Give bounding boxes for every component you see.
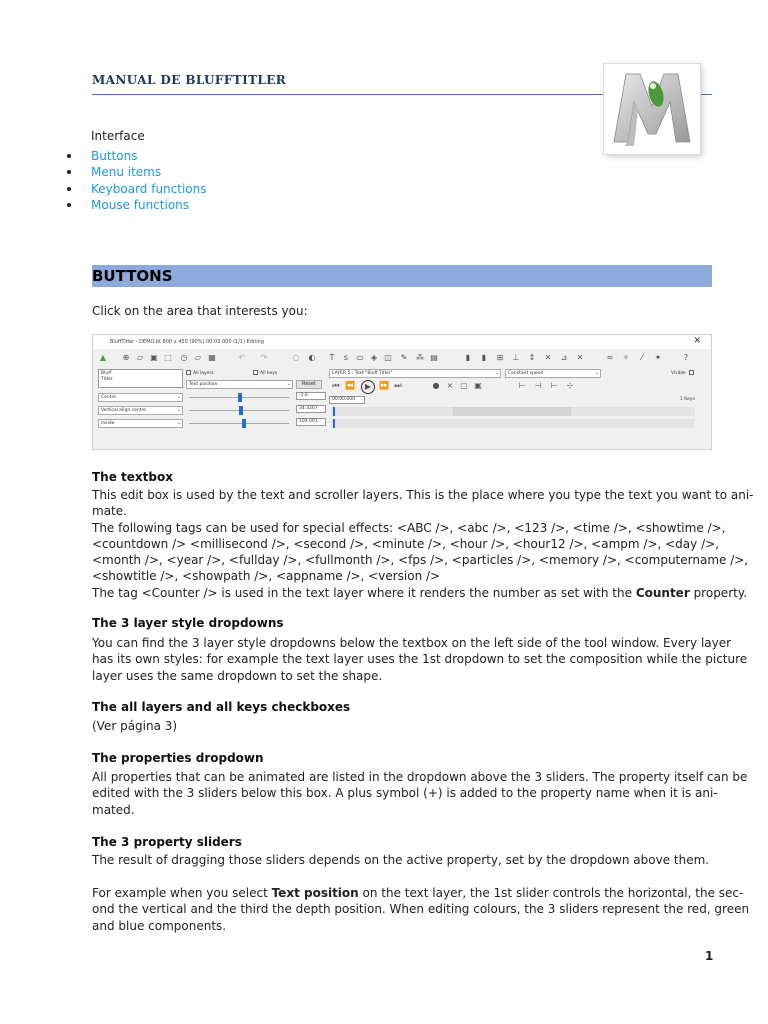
- style-dropdown-value: Inside: [101, 421, 115, 426]
- toc-link-menu-items[interactable]: Menu items: [91, 165, 162, 180]
- toc-link-keyboard-functions[interactable]: Keyboard functions: [91, 181, 207, 196]
- effect-icon[interactable]: ≈: [606, 353, 614, 362]
- close-icon[interactable]: ✕: [693, 336, 701, 346]
- toc-link-mouse-functions[interactable]: Mouse functions: [91, 197, 190, 212]
- layer-icon[interactable]: ▤: [430, 353, 438, 362]
- heading-properties-dropdown: The properties dropdown: [92, 751, 264, 765]
- picture-icon[interactable]: ▭: [356, 353, 364, 362]
- text-line: You can find the 3 layer style dropdowns below the textbox on the left side of the tool window. Every layer: [92, 636, 732, 650]
- first-key-icon[interactable]: ⏮: [332, 381, 340, 390]
- logo-icon: ▲: [99, 353, 107, 362]
- bullet-icon: [67, 203, 71, 207]
- heading-property-sliders: The 3 property sliders: [92, 835, 242, 849]
- unlink-icon[interactable]: ✕: [576, 353, 584, 362]
- text-line: mated.: [92, 802, 135, 817]
- text-line: <countdown /> <millisecond />, <second />, <minute />, <hour />, <hour12 />, <ampm />, <day />,: [92, 536, 719, 551]
- counter-text-pre: The tag <Counter /> is used in the text layer where it renders the number as set with the: [92, 585, 636, 600]
- text-line: layer uses the same dropdown to set the shape.: [92, 668, 383, 683]
- app-toolbar: [93, 350, 711, 368]
- timeline-track[interactable]: [331, 419, 695, 428]
- redo-icon[interactable]: ↷: [260, 353, 268, 362]
- heading-textbox: The textbox: [92, 470, 173, 484]
- all-layers-checkbox[interactable]: [186, 370, 214, 376]
- example-text-pre: For example when you select: [92, 886, 272, 900]
- textbox-line: Bluff: [101, 371, 112, 376]
- bluffititler-logo: [604, 64, 700, 154]
- align-icon[interactable]: ↕: [528, 353, 536, 362]
- text-layer-icon[interactable]: T: [329, 353, 335, 362]
- export-icon[interactable]: ⬚: [164, 353, 172, 362]
- document-header-title: MANUAL DE BLUFFTITLER: [92, 73, 287, 87]
- text-line: This edit box is used by the text and scroller layers. This is the place where you type the text you want to ani-: [92, 488, 754, 502]
- counter-text-post: property.: [689, 585, 748, 600]
- section-heading: BUTTONS: [92, 267, 173, 285]
- reset-button[interactable]: Reset: [296, 380, 322, 389]
- text-line: <month />, <year />, <fullday />, <fullmonth />, <fps />, <particles />, <memory />, <computername />,: [92, 553, 749, 568]
- bullet-icon: [67, 170, 71, 174]
- play-icon[interactable]: ▶: [361, 380, 375, 394]
- property-slider-2[interactable]: [239, 406, 243, 415]
- property-slider-3[interactable]: [242, 419, 246, 428]
- layer-dropdown-value: LAYER 5 : Text "Bluff Titler": [332, 371, 393, 376]
- chevron-down-icon: ⌄: [594, 370, 599, 376]
- paste-icon[interactable]: ▮: [481, 353, 487, 362]
- time-field[interactable]: 00:00.000: [329, 396, 365, 404]
- counter-text-bold: Counter: [635, 585, 690, 600]
- all-layers-label: All layers: [193, 371, 214, 376]
- section-heading-bar: [92, 265, 712, 287]
- app-title-text: BluffTitler - DEMO.bt 800 x 450 (90%) 00:03.000 (1/1) Editing: [110, 339, 265, 345]
- camera-icon[interactable]: ◫: [384, 353, 392, 362]
- open-icon[interactable]: ▱: [136, 353, 144, 362]
- style-dropdown-1[interactable]: [98, 393, 183, 402]
- bullet-icon: [67, 187, 71, 191]
- example-text-bold: Text position: [271, 886, 359, 900]
- lead-text: Click on the area that interests you:: [92, 304, 308, 318]
- keys-count: 1 Keys: [680, 397, 695, 402]
- undo-icon[interactable]: ↶: [238, 353, 246, 362]
- value-field-3[interactable]: 104.001: [296, 418, 326, 426]
- clock-icon[interactable]: ◷: [180, 353, 188, 362]
- visible-label: Visible: [671, 371, 686, 376]
- bullet-icon: [67, 154, 71, 158]
- light-icon[interactable]: ◌: [292, 353, 300, 362]
- pencil-icon[interactable]: ✎: [400, 353, 408, 362]
- heading-checkboxes: The all layers and all keys checkboxes: [92, 700, 351, 714]
- timeline-cursor[interactable]: [333, 407, 335, 416]
- wand-icon[interactable]: ⁄: [641, 353, 643, 362]
- record-icon[interactable]: ●: [432, 381, 440, 390]
- all-keys-checkbox[interactable]: [253, 370, 277, 376]
- text-line: [92, 585, 748, 601]
- text-line: mate.: [92, 504, 127, 519]
- paragraph-property-sliders: [92, 852, 712, 868]
- last-key-icon[interactable]: ⏭: [394, 381, 402, 390]
- heading-style-dropdowns: The 3 layer style dropdowns: [92, 616, 284, 630]
- stretch-icon[interactable]: ⊹: [566, 381, 574, 390]
- checkbox-box: [689, 370, 694, 375]
- layer-dropdown[interactable]: [329, 369, 501, 378]
- prev-key-icon[interactable]: ⏪: [345, 381, 355, 390]
- paragraph-checkboxes: [92, 718, 712, 734]
- text-line: The result of dragging those sliders depends on the active property, set by the dropdown above them.: [92, 853, 710, 867]
- scroller-icon[interactable]: s: [343, 353, 349, 362]
- all-keys-label: All keys: [260, 371, 278, 376]
- paragraph-style-dropdowns: [92, 635, 748, 684]
- style-dropdown-3[interactable]: [98, 419, 183, 428]
- chevron-down-icon: ⌄: [176, 420, 181, 426]
- text-line: ond the vertical and the third the depth position. When editing colours, the 3 sliders represent the red, green: [92, 902, 750, 917]
- particle-icon[interactable]: ⁂: [416, 353, 424, 362]
- text-line: The following tags can be used for special effects: <ABC />, <abc />, <123 />, <time />, <showtime />,: [92, 520, 726, 535]
- chevron-down-icon: ⌄: [176, 407, 181, 413]
- delete-key-icon[interactable]: ✕: [544, 353, 552, 362]
- text-line: All properties that can be animated are listed in the dropdown above the 3 sliders. The property itself can be: [92, 770, 748, 784]
- properties-dropdown-value: Text position: [189, 382, 218, 387]
- value-field-1[interactable]: -1.6: [296, 392, 326, 400]
- folder-icon[interactable]: ▱: [194, 353, 202, 362]
- property-slider-1[interactable]: [238, 393, 242, 402]
- slider-track: [189, 423, 289, 424]
- checkbox-box: [253, 370, 258, 375]
- value-field-2[interactable]: 34.3207: [296, 405, 326, 413]
- jump-left-icon[interactable]: ⊣: [534, 381, 542, 390]
- delete-icon[interactable]: ×: [446, 381, 454, 390]
- paragraph-example: [92, 885, 750, 934]
- paragraph-textbox: [92, 487, 754, 601]
- text-line: (Ver página 3): [92, 719, 178, 733]
- app-screenshot[interactable]: [92, 334, 712, 450]
- next-key-icon[interactable]: ⏩: [379, 381, 389, 390]
- text-line: edited with the 3 sliders below this box. A plus symbol (+) is added to the property name when it is ani-: [92, 786, 718, 801]
- paste-key-icon[interactable]: ▣: [474, 381, 482, 390]
- magic-icon[interactable]: ✦: [654, 353, 662, 362]
- style-dropdown-value: Centre: [101, 395, 117, 400]
- paragraph-properties-dropdown: [92, 769, 748, 818]
- chevron-down-icon: ⌄: [176, 394, 181, 400]
- textbox-line: Titler: [101, 377, 113, 382]
- help-icon[interactable]: ?: [683, 353, 689, 362]
- new-icon[interactable]: ⊕: [122, 353, 130, 362]
- text-line: and blue components.: [92, 918, 227, 933]
- speed-dropdown[interactable]: [505, 369, 601, 378]
- paint-icon[interactable]: ◐: [308, 353, 316, 362]
- render-icon[interactable]: ▦: [208, 353, 216, 362]
- style-dropdown-2[interactable]: [98, 406, 183, 415]
- intro-heading: Interface: [91, 129, 145, 143]
- text-line: [92, 885, 744, 901]
- link-icon[interactable]: ⊿: [560, 353, 568, 362]
- toc-link-buttons[interactable]: Buttons: [91, 149, 138, 163]
- layer-textbox[interactable]: [98, 369, 183, 388]
- anchor-icon[interactable]: ⊥: [512, 353, 520, 362]
- visible-checkbox[interactable]: [671, 370, 696, 376]
- copy-icon[interactable]: ▮: [465, 353, 471, 362]
- sparkle-icon[interactable]: ✧: [622, 353, 630, 362]
- shape-icon[interactable]: ◈: [370, 353, 378, 362]
- save-icon[interactable]: ▣: [150, 353, 158, 362]
- copy-key-icon[interactable]: ▢: [460, 381, 468, 390]
- checkbox-box: [186, 370, 191, 375]
- text-line: <showtitle />, <showpath />, <appname />, <version />: [92, 569, 441, 584]
- timeline-cursor[interactable]: [333, 419, 335, 428]
- speed-dropdown-value: Constant speed: [508, 371, 544, 376]
- chevron-down-icon: ⌄: [286, 381, 291, 387]
- step-back-icon[interactable]: ⊢: [518, 381, 526, 390]
- key-icon[interactable]: ⊞: [496, 353, 504, 362]
- jump-right-icon[interactable]: ⊢: [550, 381, 558, 390]
- text-line: has its own styles: for example the text layer uses the 1st dropdown to set the composition while the picture: [92, 652, 748, 667]
- properties-dropdown[interactable]: [186, 380, 293, 389]
- timeline-selection[interactable]: [453, 407, 571, 416]
- example-text-post: on the text layer, the 1st slider controls the horizontal, the sec-: [358, 886, 744, 900]
- chevron-down-icon: ⌄: [494, 370, 499, 376]
- style-dropdown-value: Vertical align centre: [101, 408, 147, 413]
- app-titlebar: [93, 335, 711, 349]
- page-number: 1: [705, 949, 714, 963]
